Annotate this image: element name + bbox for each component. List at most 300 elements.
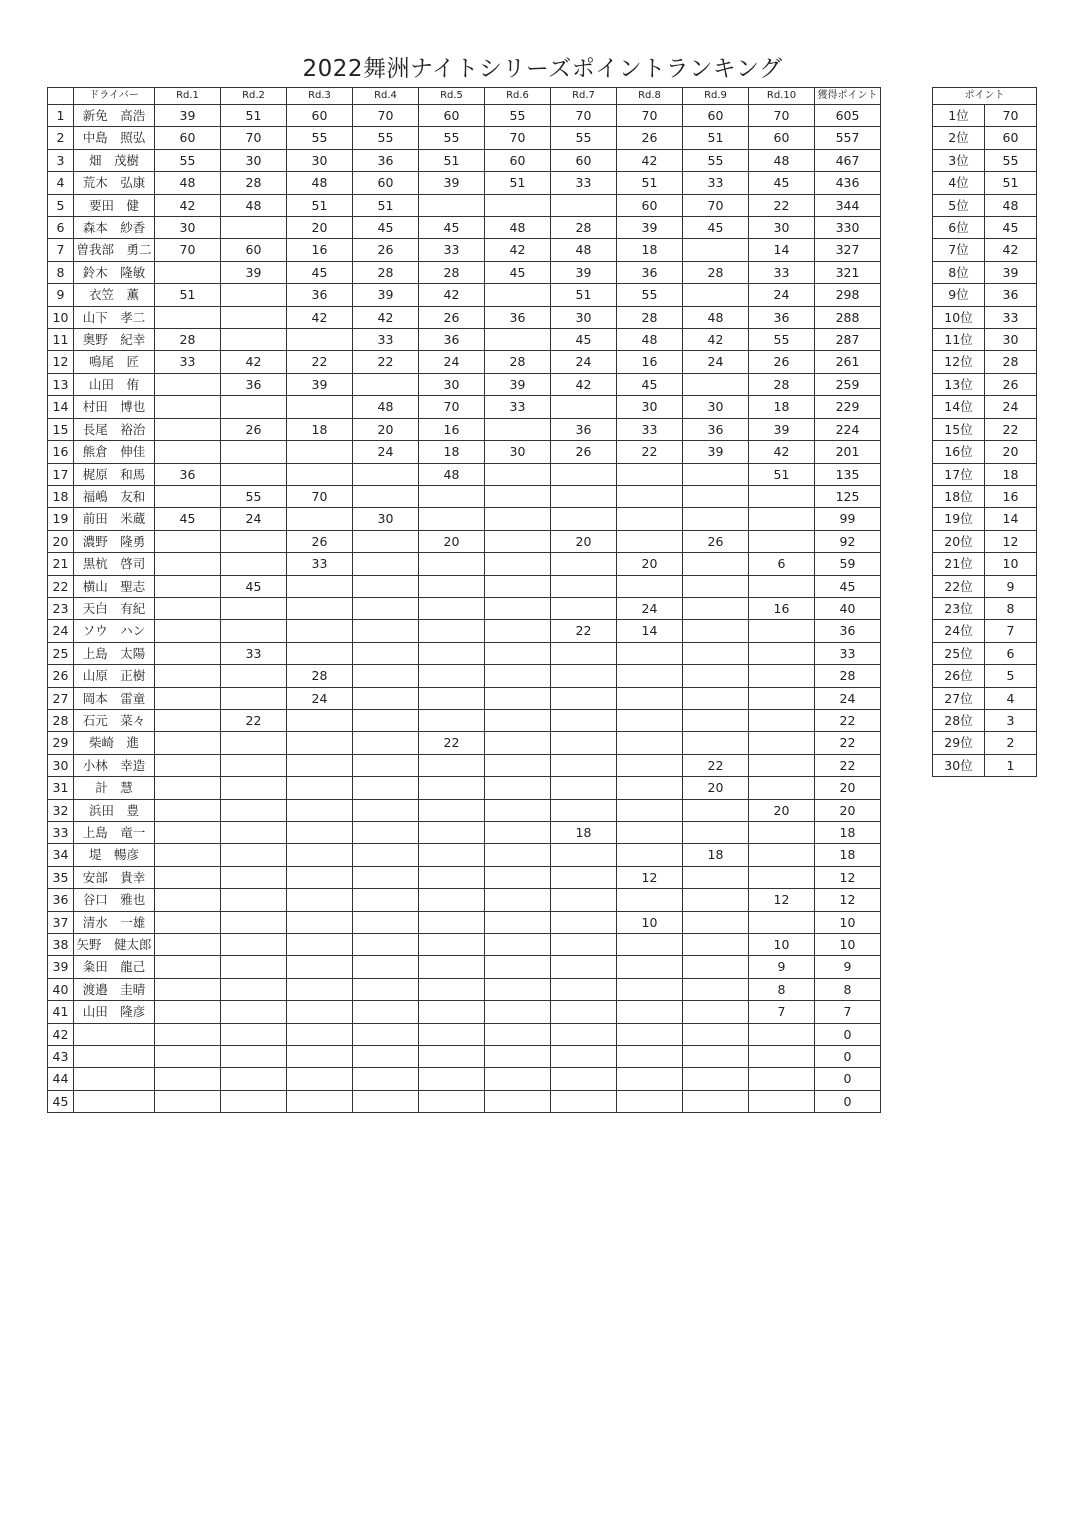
cell-driver: 天白 有紀 — [74, 597, 155, 619]
cell-rd7 — [551, 665, 617, 687]
cell-driver: 山田 隆彦 — [74, 1001, 155, 1023]
cell-rd10 — [749, 665, 815, 687]
cell-rd5 — [419, 1046, 485, 1068]
cell-driver: 福嶋 友和 — [74, 485, 155, 507]
cell-rd1: 30 — [155, 217, 221, 239]
cell-rd3 — [287, 620, 353, 642]
cell-driver — [74, 1090, 155, 1112]
cell-rd3 — [287, 978, 353, 1000]
cell-rd5: 48 — [419, 463, 485, 485]
cell-place: 19位 — [933, 508, 985, 530]
cell-total: 8 — [815, 978, 881, 1000]
cell-rd5: 39 — [419, 172, 485, 194]
cell-rd8 — [617, 754, 683, 776]
cell-total: 99 — [815, 508, 881, 530]
table-row — [48, 553, 881, 575]
cell-rd6: 30 — [485, 441, 551, 463]
cell-rd4 — [353, 754, 419, 776]
cell-rd1 — [155, 911, 221, 933]
cell-points: 39 — [985, 261, 1037, 283]
cell-rd7: 39 — [551, 261, 617, 283]
cell-driver: 山原 正樹 — [74, 665, 155, 687]
cell-rd8 — [617, 777, 683, 799]
cell-rd8 — [617, 508, 683, 530]
table-row — [48, 1001, 881, 1023]
table-row — [48, 1090, 881, 1112]
points-row — [933, 642, 1037, 664]
cell-points: 14 — [985, 508, 1037, 530]
cell-rd7 — [551, 799, 617, 821]
header-rank — [48, 88, 74, 105]
table-row — [48, 777, 881, 799]
cell-driver: 石元 菜々 — [74, 709, 155, 731]
cell-rd1 — [155, 732, 221, 754]
cell-rd3 — [287, 329, 353, 351]
table-row — [48, 620, 881, 642]
cell-rd7: 28 — [551, 217, 617, 239]
cell-rd5: 51 — [419, 149, 485, 171]
cell-points: 4 — [985, 687, 1037, 709]
cell-rd4 — [353, 956, 419, 978]
cell-rank: 44 — [48, 1068, 74, 1090]
cell-rd10: 18 — [749, 396, 815, 418]
cell-rd7: 45 — [551, 329, 617, 351]
cell-rank: 10 — [48, 306, 74, 328]
points-row — [933, 306, 1037, 328]
cell-rd1: 51 — [155, 284, 221, 306]
cell-rd5 — [419, 866, 485, 888]
cell-place: 17位 — [933, 463, 985, 485]
cell-rd10: 28 — [749, 373, 815, 395]
cell-rd3: 28 — [287, 665, 353, 687]
cell-rd1 — [155, 1090, 221, 1112]
cell-rd7: 48 — [551, 239, 617, 261]
cell-rd10: 55 — [749, 329, 815, 351]
cell-rd5: 45 — [419, 217, 485, 239]
cell-rd7 — [551, 709, 617, 731]
cell-rd3 — [287, 1046, 353, 1068]
cell-rd1 — [155, 822, 221, 844]
cell-rd3 — [287, 777, 353, 799]
table-row — [48, 709, 881, 731]
table-row — [48, 329, 881, 351]
cell-total: 18 — [815, 844, 881, 866]
cell-rd8: 39 — [617, 217, 683, 239]
cell-points: 26 — [985, 373, 1037, 395]
cell-driver: 鳴尾 匠 — [74, 351, 155, 373]
cell-rd6 — [485, 553, 551, 575]
points-row — [933, 105, 1037, 127]
cell-rd4 — [353, 665, 419, 687]
cell-rd8: 16 — [617, 351, 683, 373]
cell-rd1 — [155, 441, 221, 463]
cell-rd6 — [485, 642, 551, 664]
cell-points: 12 — [985, 530, 1037, 552]
table-row — [48, 866, 881, 888]
cell-rd3 — [287, 754, 353, 776]
cell-total: 330 — [815, 217, 881, 239]
cell-rd8 — [617, 822, 683, 844]
cell-rd3 — [287, 1068, 353, 1090]
cell-rd4: 42 — [353, 306, 419, 328]
cell-rd8: 48 — [617, 329, 683, 351]
cell-place: 6位 — [933, 217, 985, 239]
cell-driver: 畑 茂樹 — [74, 149, 155, 171]
cell-points: 16 — [985, 485, 1037, 507]
cell-rd8: 55 — [617, 284, 683, 306]
cell-rd2 — [221, 396, 287, 418]
cell-rd6 — [485, 687, 551, 709]
cell-rd4: 30 — [353, 508, 419, 530]
cell-rank: 28 — [48, 709, 74, 731]
points-row — [933, 351, 1037, 373]
cell-rd9: 42 — [683, 329, 749, 351]
cell-rd2: 55 — [221, 485, 287, 507]
cell-rank: 8 — [48, 261, 74, 283]
cell-rd1 — [155, 418, 221, 440]
cell-rd2 — [221, 1001, 287, 1023]
cell-total: 327 — [815, 239, 881, 261]
cell-total: 259 — [815, 373, 881, 395]
cell-rank: 27 — [48, 687, 74, 709]
cell-rd3: 51 — [287, 194, 353, 216]
cell-driver: 矢野 健太郎 — [74, 934, 155, 956]
cell-driver: 荒木 弘康 — [74, 172, 155, 194]
cell-rd8 — [617, 934, 683, 956]
cell-rd7: 30 — [551, 306, 617, 328]
cell-driver — [74, 1046, 155, 1068]
table-row — [48, 530, 881, 552]
cell-rd1 — [155, 373, 221, 395]
cell-rd1 — [155, 306, 221, 328]
cell-rd10 — [749, 732, 815, 754]
cell-rd6 — [485, 911, 551, 933]
cell-rd9: 18 — [683, 844, 749, 866]
cell-place: 11位 — [933, 329, 985, 351]
cell-points: 6 — [985, 642, 1037, 664]
points-row — [933, 463, 1037, 485]
cell-rd9 — [683, 284, 749, 306]
cell-rd6: 48 — [485, 217, 551, 239]
cell-rd9 — [683, 597, 749, 619]
cell-points: 55 — [985, 149, 1037, 171]
cell-rd8 — [617, 575, 683, 597]
cell-rd7 — [551, 956, 617, 978]
cell-rank: 7 — [48, 239, 74, 261]
cell-rd1 — [155, 754, 221, 776]
cell-rd2 — [221, 329, 287, 351]
cell-driver: 長尾 裕治 — [74, 418, 155, 440]
cell-rd7: 55 — [551, 127, 617, 149]
cell-rd10: 45 — [749, 172, 815, 194]
cell-rd10: 30 — [749, 217, 815, 239]
cell-rd7 — [551, 1068, 617, 1090]
cell-total: 12 — [815, 889, 881, 911]
cell-total: 201 — [815, 441, 881, 463]
cell-rd9: 33 — [683, 172, 749, 194]
cell-rd5 — [419, 799, 485, 821]
cell-rd8 — [617, 1090, 683, 1112]
cell-rd3 — [287, 889, 353, 911]
cell-rd5: 36 — [419, 329, 485, 351]
table-row — [48, 687, 881, 709]
cell-rd4: 36 — [353, 149, 419, 171]
cell-rd9: 51 — [683, 127, 749, 149]
cell-rd1 — [155, 485, 221, 507]
cell-rd8 — [617, 665, 683, 687]
cell-rd8: 51 — [617, 172, 683, 194]
cell-rd5: 22 — [419, 732, 485, 754]
points-row — [933, 575, 1037, 597]
cell-place: 22位 — [933, 575, 985, 597]
table-row — [48, 1068, 881, 1090]
cell-total: 36 — [815, 620, 881, 642]
cell-rd3 — [287, 441, 353, 463]
cell-total: 229 — [815, 396, 881, 418]
cell-rd7 — [551, 866, 617, 888]
cell-rd8: 24 — [617, 597, 683, 619]
cell-rd4: 70 — [353, 105, 419, 127]
cell-rd6: 45 — [485, 261, 551, 283]
cell-place: 16位 — [933, 441, 985, 463]
cell-rd4 — [353, 687, 419, 709]
cell-rd8: 10 — [617, 911, 683, 933]
cell-rd1 — [155, 575, 221, 597]
cell-points: 20 — [985, 441, 1037, 463]
cell-rank: 17 — [48, 463, 74, 485]
cell-rd2: 42 — [221, 351, 287, 373]
cell-rd7: 51 — [551, 284, 617, 306]
cell-rd3: 18 — [287, 418, 353, 440]
cell-rd6 — [485, 620, 551, 642]
cell-rd4: 28 — [353, 261, 419, 283]
cell-total: 321 — [815, 261, 881, 283]
header-rd2: Rd.2 — [221, 88, 287, 105]
cell-rd1: 60 — [155, 127, 221, 149]
cell-rd4 — [353, 553, 419, 575]
cell-rank: 14 — [48, 396, 74, 418]
header-rd9: Rd.9 — [683, 88, 749, 105]
cell-rd2 — [221, 217, 287, 239]
cell-driver — [74, 1068, 155, 1090]
cell-driver: 粂田 龍己 — [74, 956, 155, 978]
cell-rank: 16 — [48, 441, 74, 463]
points-row — [933, 284, 1037, 306]
cell-points: 7 — [985, 620, 1037, 642]
cell-rd10: 7 — [749, 1001, 815, 1023]
table-row — [48, 956, 881, 978]
cell-rd10: 48 — [749, 149, 815, 171]
cell-rd4: 45 — [353, 217, 419, 239]
cell-points: 45 — [985, 217, 1037, 239]
table-row — [48, 934, 881, 956]
cell-points: 1 — [985, 754, 1037, 776]
cell-rd1 — [155, 665, 221, 687]
cell-rd6 — [485, 889, 551, 911]
cell-rd1 — [155, 1023, 221, 1045]
cell-rd5: 26 — [419, 306, 485, 328]
cell-rd4 — [353, 642, 419, 664]
cell-points: 5 — [985, 665, 1037, 687]
cell-rd6 — [485, 754, 551, 776]
cell-rd9 — [683, 239, 749, 261]
cell-rd4 — [353, 1001, 419, 1023]
cell-driver: 上島 竜一 — [74, 822, 155, 844]
cell-total: 22 — [815, 732, 881, 754]
cell-rd10 — [749, 866, 815, 888]
cell-rd6 — [485, 934, 551, 956]
cell-rd4: 60 — [353, 172, 419, 194]
cell-rd1 — [155, 553, 221, 575]
cell-total: 224 — [815, 418, 881, 440]
cell-rd6: 42 — [485, 239, 551, 261]
cell-total: 59 — [815, 553, 881, 575]
cell-rank: 22 — [48, 575, 74, 597]
header-rd10: Rd.10 — [749, 88, 815, 105]
cell-rd3: 70 — [287, 485, 353, 507]
cell-rd1 — [155, 1046, 221, 1068]
cell-points: 36 — [985, 284, 1037, 306]
cell-rd9: 26 — [683, 530, 749, 552]
cell-rd8 — [617, 687, 683, 709]
cell-rd2: 24 — [221, 508, 287, 530]
cell-rd4: 22 — [353, 351, 419, 373]
cell-rank: 34 — [48, 844, 74, 866]
cell-rd6 — [485, 665, 551, 687]
cell-rd10: 26 — [749, 351, 815, 373]
table-row — [48, 508, 881, 530]
cell-rd1 — [155, 889, 221, 911]
cell-rank: 24 — [48, 620, 74, 642]
cell-rd6 — [485, 418, 551, 440]
cell-rd4 — [353, 575, 419, 597]
cell-driver: 新免 高浩 — [74, 105, 155, 127]
cell-rd4 — [353, 709, 419, 731]
cell-rd2 — [221, 1046, 287, 1068]
cell-rd3: 16 — [287, 239, 353, 261]
cell-rd1 — [155, 1068, 221, 1090]
cell-rank: 1 — [48, 105, 74, 127]
table-row — [48, 441, 881, 463]
cell-place: 14位 — [933, 396, 985, 418]
cell-points: 70 — [985, 105, 1037, 127]
cell-rd8: 33 — [617, 418, 683, 440]
cell-rd2: 48 — [221, 194, 287, 216]
points-table — [932, 87, 1037, 777]
cell-rd2 — [221, 1023, 287, 1045]
cell-rd7 — [551, 485, 617, 507]
cell-rd6 — [485, 508, 551, 530]
cell-rd10: 12 — [749, 889, 815, 911]
cell-rd7 — [551, 687, 617, 709]
cell-rd5 — [419, 911, 485, 933]
cell-rd9 — [683, 709, 749, 731]
cell-points: 30 — [985, 329, 1037, 351]
points-row — [933, 194, 1037, 216]
cell-rd7 — [551, 978, 617, 1000]
cell-rd7 — [551, 396, 617, 418]
table-row — [48, 284, 881, 306]
cell-rd2 — [221, 732, 287, 754]
cell-total: 298 — [815, 284, 881, 306]
cell-rd6 — [485, 777, 551, 799]
cell-rd6 — [485, 956, 551, 978]
cell-rd10 — [749, 620, 815, 642]
cell-rd7: 36 — [551, 418, 617, 440]
cell-rd2: 60 — [221, 239, 287, 261]
cell-rd5 — [419, 575, 485, 597]
cell-total: 9 — [815, 956, 881, 978]
cell-driver: 濃野 隆勇 — [74, 530, 155, 552]
points-row — [933, 485, 1037, 507]
cell-rd7 — [551, 777, 617, 799]
cell-total: 557 — [815, 127, 881, 149]
cell-rd10: 60 — [749, 127, 815, 149]
cell-rank: 33 — [48, 822, 74, 844]
cell-rd10 — [749, 1023, 815, 1045]
cell-rd4: 48 — [353, 396, 419, 418]
cell-rd9 — [683, 620, 749, 642]
cell-rd3: 60 — [287, 105, 353, 127]
points-row — [933, 261, 1037, 283]
cell-rd2 — [221, 553, 287, 575]
cell-rd10: 16 — [749, 597, 815, 619]
header-rd1: Rd.1 — [155, 88, 221, 105]
cell-rd1: 48 — [155, 172, 221, 194]
cell-driver: 堤 暢彦 — [74, 844, 155, 866]
cell-rd5 — [419, 709, 485, 731]
cell-rd10 — [749, 530, 815, 552]
cell-total: 436 — [815, 172, 881, 194]
cell-total: 92 — [815, 530, 881, 552]
cell-rd2 — [221, 463, 287, 485]
cell-rd7 — [551, 889, 617, 911]
cell-rd2 — [221, 284, 287, 306]
cell-rd4 — [353, 889, 419, 911]
cell-rd3 — [287, 822, 353, 844]
cell-rank: 20 — [48, 530, 74, 552]
cell-rank: 43 — [48, 1046, 74, 1068]
cell-rank: 19 — [48, 508, 74, 530]
table-row — [48, 418, 881, 440]
cell-rd4: 20 — [353, 418, 419, 440]
cell-rd3: 36 — [287, 284, 353, 306]
cell-rd9: 28 — [683, 261, 749, 283]
cell-rd10: 8 — [749, 978, 815, 1000]
cell-points: 60 — [985, 127, 1037, 149]
cell-driver: 小林 幸造 — [74, 754, 155, 776]
cell-driver: 奥野 紀幸 — [74, 329, 155, 351]
cell-rd4 — [353, 866, 419, 888]
table-row — [48, 463, 881, 485]
cell-rd2: 70 — [221, 127, 287, 149]
cell-place: 8位 — [933, 261, 985, 283]
points-row — [933, 149, 1037, 171]
cell-rd10: 22 — [749, 194, 815, 216]
cell-rank: 29 — [48, 732, 74, 754]
cell-rank: 45 — [48, 1090, 74, 1112]
cell-rd3: 48 — [287, 172, 353, 194]
cell-driver: 黒杭 啓司 — [74, 553, 155, 575]
cell-driver: 浜田 豊 — [74, 799, 155, 821]
cell-rd8 — [617, 530, 683, 552]
cell-rd9 — [683, 687, 749, 709]
cell-rd1 — [155, 530, 221, 552]
cell-rd8: 14 — [617, 620, 683, 642]
cell-total: 0 — [815, 1023, 881, 1045]
cell-rd8 — [617, 485, 683, 507]
cell-rd7: 22 — [551, 620, 617, 642]
